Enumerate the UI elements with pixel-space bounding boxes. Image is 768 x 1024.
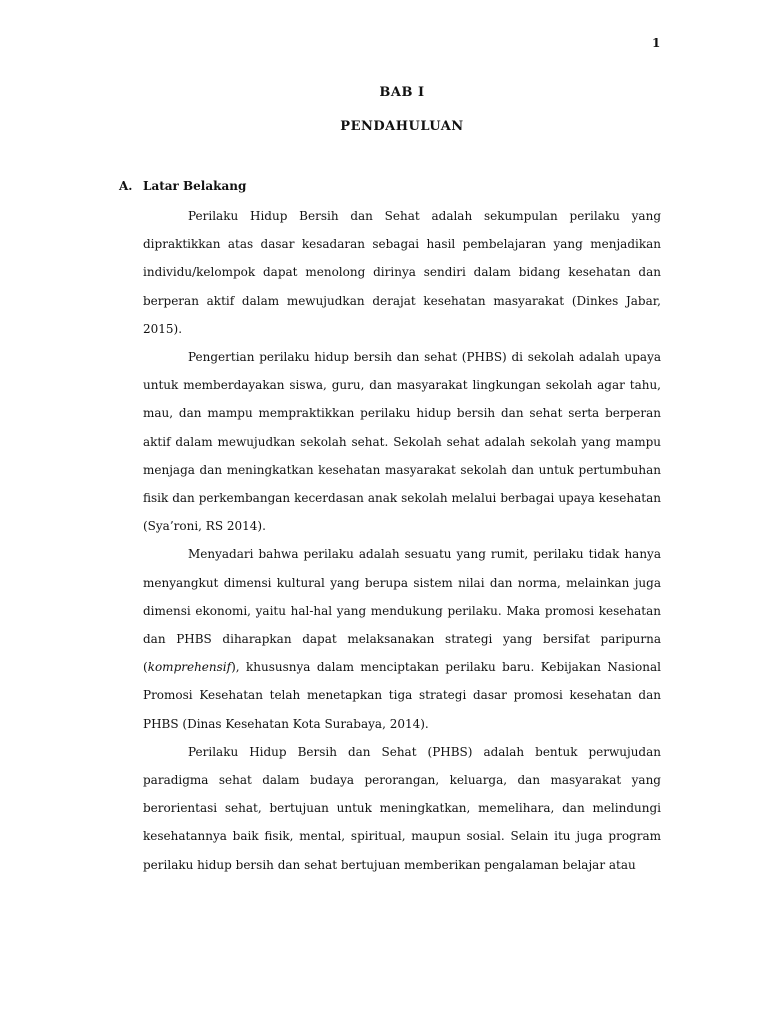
chapter-title: PENDAHULUAN [340,119,464,134]
paragraph-3 [143,540,661,737]
paragraph-3-text-after: ), khususnya dalam menciptakan perilaku baru. Kebijakan Nasional Promosi Kesehatan telah menetapkan tiga strategi dasar promosi kesehatan dan PHBS (Dinas Kesehatan Kota Surabaya, 2014). [143,660,661,731]
section-heading [119,179,246,193]
paragraph-3-text-before: Menyadari bahwa perilaku adalah sesuatu yang rumit, perilaku tidak hanya menyangkut dimensi kultural yang berupa sistem nilai dan norma, melainkan juga dimensi ekonomi, yaitu hal-hal yang mendukung perilaku. Maka promosi kesehatan dan PHBS diharapkan dapat melaksanakan strategi yang bersifat paripurna ( [143,547,661,675]
chapter-number: BAB I [379,85,425,100]
paragraph-4: Perilaku Hidup Bersih dan Sehat (PHBS) adalah bentuk perwujudan paradigma sehat dalam budaya perorangan, keluarga, dan masyarakat yang berorientasi sehat, bertujuan untuk meningkatkan, memelihara, dan melindungi kesehatannya baik fisik, mental, spiritual, maupun sosial. Selain itu juga program perilaku hidup bersih dan sehat bertujuan memberikan pengalaman belajar atau [143,744,661,872]
body-text [143,202,661,879]
section-title: Latar Belakang [143,179,247,193]
paragraph-3-italic-term: komprehensif [147,660,232,675]
paragraph-1: Perilaku Hidup Bersih dan Sehat adalah sekumpulan perilaku yang dipraktikkan atas dasar kesadaran sebagai hasil pembelajaran yang menjadikan individu/kelompok dapat menolong dirinya sendiri dalam bidang kesehatan dan berperan aktif dalam mewujudkan derajat kesehatan masyarakat (Dinkes Jabar, 2015). [143,209,661,336]
paragraph-2: Pengertian perilaku hidup bersih dan sehat (PHBS) di sekolah adalah upaya untuk memberdayakan siswa, guru, dan masyarakat lingkungan sekolah agar tahu, mau, dan mampu mempraktikkan perilaku hidup bersih dan sehat serta berperan aktif dalam mewujudkan sekolah sehat. Sekolah sehat adalah sekolah yang mampu menjaga dan meningkatkan kesehatan masyarakat sekolah dan untuk pertumbuhan fisik dan perkembangan kecerdasan anak sekolah melalui berbagai upaya kesehatan (Sya’roni, RS 2014). [143,350,661,534]
page-number: 1 [652,36,661,50]
section-letter: A. [119,179,133,193]
